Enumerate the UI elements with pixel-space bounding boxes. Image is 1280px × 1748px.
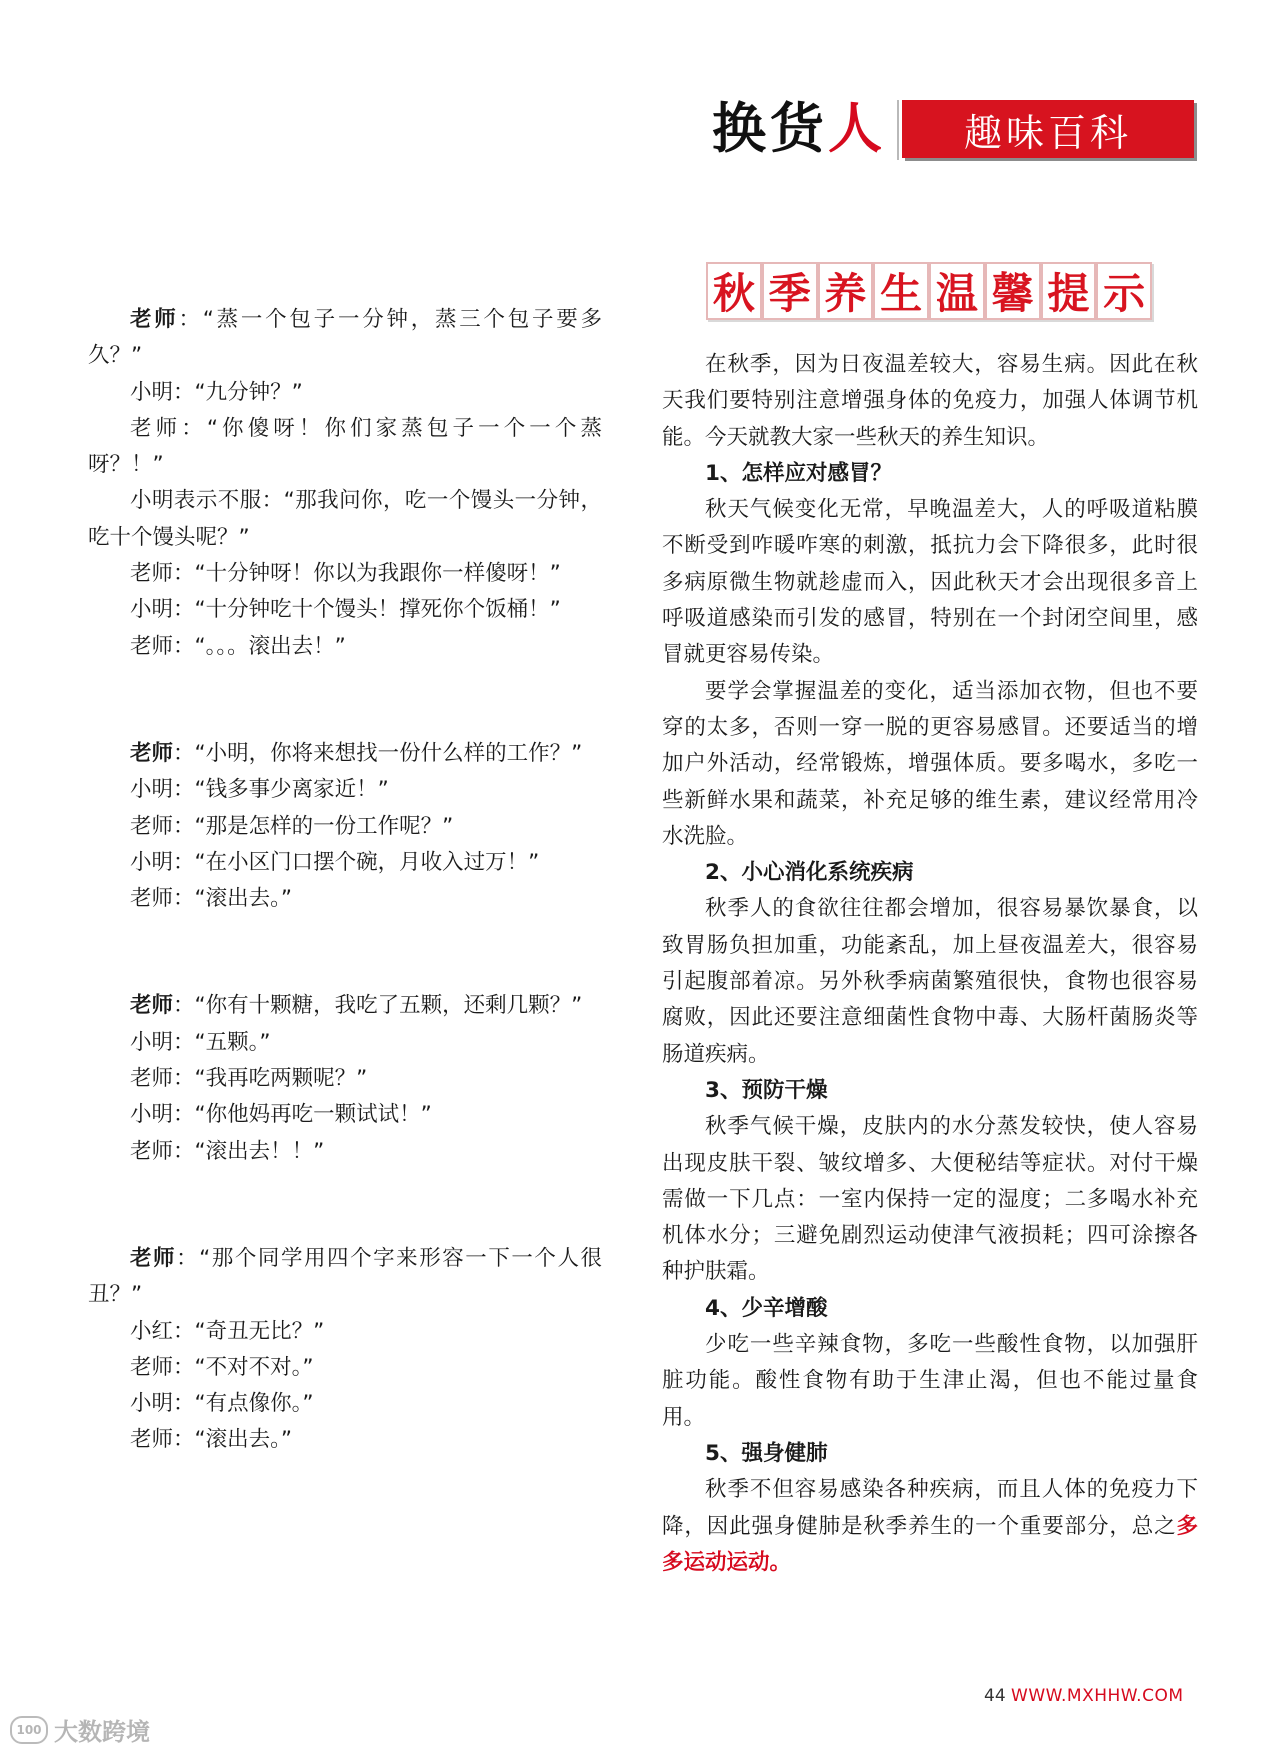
- page-number: 44: [984, 1686, 1006, 1706]
- utterance: ：“那个同学用四个字来形容一下一个人很丑？”: [88, 1245, 602, 1308]
- speaker: 小明: [130, 379, 174, 405]
- dialogue-line: [88, 375, 602, 411]
- dialogue-line: [88, 881, 602, 917]
- speaker: 老师: [130, 307, 179, 332]
- section-tab: 趣味百科: [902, 100, 1194, 158]
- utterance: ：“十分钟呀！你以为我跟你一样傻呀！”: [173, 561, 561, 587]
- joke-4: [88, 1241, 602, 1459]
- paragraph: 要学会掌握温差的变化，适当添加衣物，但也不要穿的太多，否则一穿一脱的更容易感冒。还要适当的增加户外活动，经常锻炼，增强体质。要多喝水，多吃一些新鲜水果和蔬菜，补充足够的维生素，建议经常用冷水洗脸。: [662, 678, 1198, 849]
- dialogue-line: [88, 629, 602, 665]
- speaker: 老师: [130, 740, 174, 766]
- utterance: ：“五颗。”: [173, 1029, 271, 1055]
- utterance: ：“有点像你。”: [173, 1391, 314, 1417]
- utterance: ：“蒸一个包子一分钟，蒸三个包子要多久？”: [88, 307, 602, 369]
- utterance: ：“。。。滚出去！”: [173, 633, 346, 659]
- utterance: ：“不对不对。”: [173, 1354, 314, 1380]
- dialogue-line: [88, 736, 602, 772]
- section-heading: 1、怎样应对感冒？: [705, 460, 892, 486]
- utterance: ：“在小区门口摆个碗，月收入过万！”: [173, 849, 540, 875]
- speaker: 老师: [130, 415, 182, 441]
- brand-logo: [712, 94, 886, 164]
- header-divider: [897, 100, 899, 160]
- utterance: ：“我再吃两颗呢？”: [173, 1066, 368, 1092]
- speaker: 老师: [130, 633, 174, 659]
- dialogue-line: [88, 1134, 602, 1170]
- speaker: 老师: [130, 1138, 174, 1164]
- speaker: 老师: [130, 1427, 174, 1453]
- paragraph: [662, 1472, 1198, 1581]
- title-char: 馨: [985, 262, 1041, 320]
- article-body: [662, 347, 1198, 1581]
- dialogue-line: [88, 1241, 602, 1314]
- utterance: 表示不服：“那我问你，吃一个馒头一分钟，吃十个馒头呢？”: [88, 488, 602, 550]
- section-heading: 4、少辛增酸: [705, 1295, 828, 1321]
- watermark-text: 大数跨境: [54, 1718, 150, 1746]
- intro-paragraph: 在秋季，因为日夜温差较大，容易生病。因此在秋天我们要特别注意增强身体的免疫力，加强人体调节机能。今天就教大家一些秋天的养生知识。: [662, 352, 1198, 450]
- speaker: 老师: [130, 886, 174, 912]
- section-heading: 2、小心消化系统疾病: [705, 860, 914, 886]
- speaker: 老师: [130, 813, 174, 839]
- dialogue-line: [88, 556, 602, 592]
- utterance: ：“奇丑无比？”: [173, 1318, 325, 1344]
- joke-2: [88, 736, 602, 917]
- title-char: 季: [762, 262, 818, 320]
- paragraph: 少吃一些辛辣食物，多吃一些酸性食物，以加强肝脏功能。酸性食物有助于生津止渴，但也不能过量食用。: [662, 1332, 1198, 1430]
- utterance: ：“你傻呀！你们家蒸包子一个一个蒸呀？！”: [88, 415, 602, 478]
- dialogue-line: [88, 1097, 602, 1133]
- utterance: ：“小明，你将来想找一份什么样的工作？”: [173, 740, 583, 766]
- section-heading: 3、预防干燥: [705, 1077, 828, 1103]
- utterance: ：“滚出去。”: [173, 886, 293, 912]
- speaker: 小明: [130, 849, 174, 875]
- joke-3: [88, 988, 602, 1169]
- speaker: 老师: [130, 993, 174, 1019]
- utterance: ：“九分钟？”: [173, 379, 303, 405]
- speaker: 小明: [130, 597, 174, 623]
- speaker: 小红: [130, 1318, 174, 1344]
- utterance: ：“十分钟吃十个馒头！撑死你个饭桶！”: [173, 597, 561, 623]
- title-char: 生: [873, 262, 929, 320]
- dialogue-line: [88, 809, 602, 845]
- dialogue-line: [88, 1386, 602, 1422]
- brand-main: 换货: [712, 97, 828, 160]
- jokes-column: [88, 302, 602, 1530]
- article-title: [706, 262, 1152, 318]
- speaker: 小明: [130, 1029, 174, 1055]
- paragraph: 秋天气候变化无常，早晚温差大，人的呼吸道粘膜不断受到咋暖咋寒的刺激，抵抗力会下降很多，此时很多病原微生物就趁虚而入，因此秋天才会出现很多音上呼吸道感染而引发的感冒，特别在一个封闭空间里，感冒就更容易传染。: [662, 497, 1198, 668]
- dialogue-line: [88, 1350, 602, 1386]
- speaker: 老师: [130, 1354, 174, 1380]
- utterance: ：“滚出去！！”: [173, 1138, 325, 1164]
- speaker: 小明: [130, 1102, 174, 1128]
- dialogue-line: [88, 845, 602, 881]
- speaker: 小明: [130, 488, 174, 514]
- title-char: 秋: [706, 262, 762, 320]
- brand-accent: 人: [828, 97, 886, 160]
- dialogue-line: [88, 988, 602, 1024]
- speaker: 老师: [130, 1245, 177, 1271]
- utterance: ：“滚出去。”: [173, 1427, 293, 1453]
- dialogue-line: [88, 1061, 602, 1097]
- emphasis-text: 多多运动运动。: [662, 1513, 1198, 1575]
- dialogue-line: [88, 411, 602, 484]
- speaker: 老师: [130, 1066, 174, 1092]
- page-footer: [984, 1686, 1184, 1706]
- title-char: 示: [1096, 262, 1152, 320]
- utterance: ：“你有十颗糖，我吃了五颗，还剩几颗？”: [173, 993, 583, 1019]
- dialogue-line: [88, 302, 602, 375]
- paragraph-text: 秋季不但容易感染各种疾病，而且人体的免疫力下降，因此强身健肺是秋季养生的一个重要部分，总之: [662, 1477, 1198, 1539]
- joke-1: [88, 302, 602, 665]
- dialogue-line: [88, 592, 602, 628]
- watermark: [10, 1712, 150, 1747]
- dialogue-line: [88, 772, 602, 808]
- utterance: ：“你他妈再吃一颗试试！”: [173, 1102, 432, 1128]
- paragraph: 秋季气候干燥，皮肤内的水分蒸发较快，使人容易出现皮肤干裂、皱纹增多、大便秘结等症状。对付干燥需做一下几点：一室内保持一定的湿度；二多喝水补充机体水分；三避免剧烈运动使津气液损耗；四可涂擦各种护肤霜。: [662, 1114, 1198, 1285]
- speaker: 小明: [130, 777, 174, 803]
- watermark-logo-icon: 100: [10, 1716, 48, 1744]
- utterance: ：“钱多事少离家近！”: [173, 777, 389, 803]
- website-link[interactable]: WWW.MXHHW.COM: [1011, 1686, 1184, 1706]
- title-char: 养: [818, 262, 874, 320]
- dialogue-line: [88, 1025, 602, 1061]
- dialogue-line: [88, 1422, 602, 1458]
- utterance: ：“那是怎样的一份工作呢？”: [173, 813, 454, 839]
- dialogue-line: [88, 483, 602, 556]
- dialogue-line: [88, 1314, 602, 1350]
- speaker: 老师: [130, 561, 174, 587]
- title-char: 温: [929, 262, 985, 320]
- speaker: 小明: [130, 1391, 174, 1417]
- section-heading: 5、强身健肺: [705, 1440, 828, 1466]
- paragraph: 秋季人的食欲往往都会增加，很容易暴饮暴食，以致胃肠负担加重，功能紊乱，加上昼夜温差大，很容易引起腹部着凉。另外秋季病菌繁殖很快，食物也很容易腐败，因此还要注意细菌性食物中毒、大肠杆菌肠炎等肠道疾病。: [662, 896, 1198, 1067]
- title-char: 提: [1041, 262, 1097, 320]
